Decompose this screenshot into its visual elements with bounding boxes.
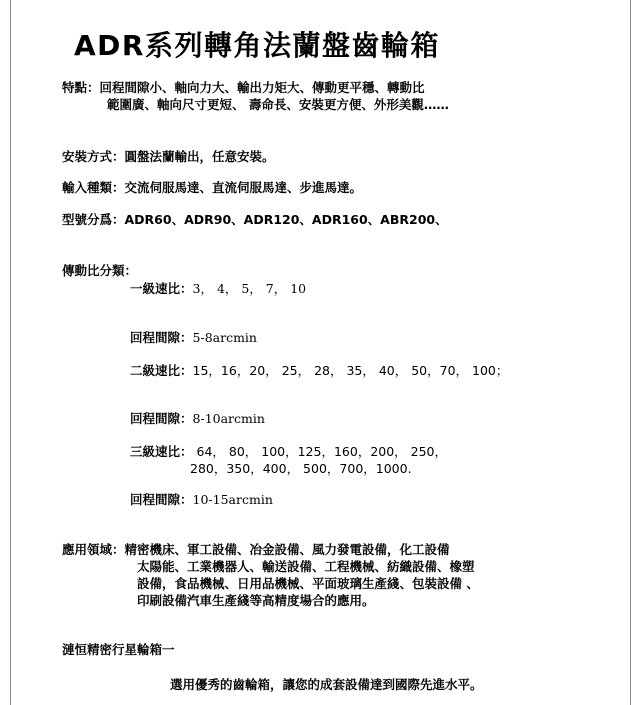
page-title: ADR系列轉角法蘭盤齒輪箱 [74, 29, 440, 62]
stage1-values: 3， 4， 5， 7， 10 [192, 281, 307, 296]
features-line-2: 範圍廣、軸向尺寸更短、 壽命長、安裝更方便、外形美觀…… [107, 97, 449, 112]
backlash2 [130, 409, 265, 427]
stage2-values: 15，16，20， 25， 28， 35， 40， 50，70， 100； [192, 363, 509, 378]
company-name: 漣恒精密行星輪箱一 [62, 642, 175, 657]
application-line-2: 太陽能、工業機器人、輸送設備、工程機械、紡織設備、橡塑 [137, 559, 475, 574]
stage2-ratio [130, 361, 508, 379]
stage2-label: 二級速比： [130, 363, 193, 378]
application-line-3: 設備，食品機械、日用品機械、平面玻璃生產綫、包裝設備 、 [137, 576, 479, 591]
backlash2-value: 8-10arcmin [192, 411, 265, 426]
model-list: 型號分爲：ADR60、ADR90、ADR120、ADR160、ABR200、 [62, 212, 448, 227]
stage3-values-2: 280，350，400， 500，700，1000. [190, 461, 412, 476]
stage1-label: 一級速比： [130, 281, 193, 296]
application-line-1: 應用領域：精密機床、軍工設備、冶金設備、風力發電設備，化工設備 [62, 542, 450, 557]
backlash2-label: 回程間隙： [130, 411, 193, 426]
backlash1-label: 回程間隙： [130, 330, 193, 345]
stage3-values-1: 64， 80， 100，125，160，200， 250， [192, 444, 448, 459]
backlash1-value: 5-8arcmin [192, 330, 257, 345]
stage3-label: 三級速比： [130, 444, 193, 459]
stage3-ratio [130, 442, 447, 460]
input-types: 輸入種類：交流伺服馬達、直流伺服馬達、步進馬達。 [62, 180, 363, 195]
stage1-ratio [130, 279, 306, 297]
slogan: 選用優秀的齒輪箱，讓您的成套設備達到國際先進水平。 [170, 677, 483, 692]
application-line-4: 印刷設備汽車生產綫等高精度場合的應用。 [137, 593, 375, 608]
backlash3 [130, 490, 273, 508]
features-line-1: 特點：回程間隙小、軸向力大、輸出力矩大、傳動更平穩、轉動比 [62, 80, 425, 95]
backlash1 [130, 328, 257, 346]
backlash3-value: 10-15arcmin [192, 492, 273, 507]
ratio-header: 傳動比分類： [62, 263, 138, 278]
install-method: 安裝方式：圓盤法蘭輸出，任意安裝。 [62, 149, 275, 164]
backlash3-label: 回程間隙： [130, 492, 193, 507]
